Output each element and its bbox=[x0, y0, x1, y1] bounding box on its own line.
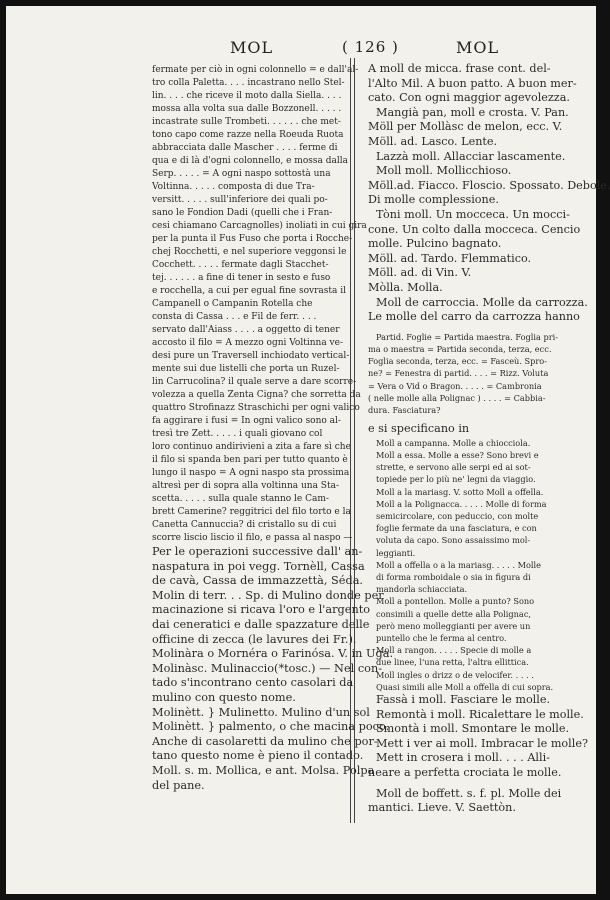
left-text-line: tresì tre Zett. . . . . i quali giovano col bbox=[152, 429, 323, 439]
right-text-line: però meno molleggianti per avere un bbox=[376, 620, 531, 631]
left-text-line: dai ceneratici e dalle spazzature delle bbox=[152, 617, 370, 631]
right-text-line: ne? = Fenestra di partid. . . . = Rizz. Voluta bbox=[368, 368, 549, 379]
right-text-line: consimili a quelle dette alla Polignac, bbox=[376, 608, 532, 619]
left-text-line: e rocchella, a cui per egual fine sovrasta il bbox=[152, 286, 346, 296]
left-text-line: il filo si spanda ben pari per tutto quanto è bbox=[152, 455, 348, 465]
left-text-line: sano le Fondion Dadi (quelli che i Fran- bbox=[152, 208, 333, 218]
left-text-line: tado s'incontrano cento casolari da bbox=[152, 676, 354, 690]
left-text-line: altresì per di sopra alla voltinna una Sta- bbox=[152, 481, 339, 491]
right-text-line: Quasi simili alle Moll a offella di cui sopra. bbox=[376, 681, 554, 692]
right-text-line: Foglia seconda, terza, ecc. = Fasceù. Spro- bbox=[368, 356, 547, 367]
right-text-line: Moll a la mariasg. V. sotto Moll a offella. bbox=[376, 486, 544, 497]
right-text-line: Fassà i moll. Fasciare le molle. bbox=[376, 692, 551, 706]
right-text-line: semicircolare, con peduccio, con molte bbox=[376, 510, 539, 521]
page-number: ( 126 ) bbox=[342, 38, 399, 56]
left-text-line: Molinàra o Mornéra o Farinósa. V. in Uga. bbox=[152, 647, 394, 661]
left-text-line: versitt. . . . . sull'inferiore dei quali po- bbox=[152, 195, 328, 205]
right-text-line: Moll moll. Mollicchioso. bbox=[376, 164, 512, 178]
left-text-line: tro colla Paletta. . . . incastrano nello Stel- bbox=[152, 78, 345, 88]
right-text-line: Moll a essa. Molle a esse? Sono brevi e bbox=[376, 449, 539, 460]
left-text-line: cesi chiamano Carcagnolles) inoliati in cui gira bbox=[152, 221, 367, 231]
right-text-line: Le molle del carro da carrozza hanno bbox=[368, 310, 580, 324]
right-text-line: foglie fermate da una fasciatura, e con bbox=[376, 523, 537, 534]
right-text-line: Mett i ver ai moll. Imbracar le molle? bbox=[376, 736, 588, 750]
left-text-line: Voltinna. . . . . composta di due Tra- bbox=[152, 182, 315, 192]
right-text-line: e si specificano in bbox=[368, 422, 470, 436]
left-text-line: tej. . . . . . a fine di tener in sesto e fuso bbox=[152, 273, 331, 283]
left-text-line: per la punta il Fus Fuso che porta i Rocche- bbox=[152, 234, 353, 244]
left-text-line: scetta. . . . . sulla quale stanno le Cam- bbox=[152, 494, 329, 504]
left-text-line: Campanell o Campanin Rotella che bbox=[152, 299, 313, 309]
left-text-line: desi pure un Traversell inchiodato vertical- bbox=[152, 351, 350, 361]
left-text-line: fermate per ciò in ogni colonnello = e dall'al- bbox=[152, 65, 359, 75]
right-text-line: Mangià pan, moll e crosta. V. Pan. bbox=[376, 105, 569, 119]
right-text-line: Lazzà moll. Allacciar lascamente. bbox=[376, 149, 566, 163]
left-text-line: officine di zecca (le lavures dei Fr.). bbox=[152, 632, 357, 646]
left-text-line: mulino con questo nome. bbox=[152, 690, 296, 704]
right-text-line: Smontà i moll. Smontare le molle. bbox=[376, 722, 570, 736]
right-text-line: Remontà i moll. Ricalettare le molle. bbox=[376, 707, 584, 721]
right-text-line: molle. Pulcino bagnato. bbox=[368, 237, 502, 251]
right-text-line: voluta da capo. Sono assaissimo mol- bbox=[376, 535, 531, 546]
right-text-line: Möll. ad. Tardo. Flemmatico. bbox=[368, 251, 532, 265]
right-text-line: Möll per Mollàsc de melon, ecc. V. bbox=[368, 120, 563, 134]
left-text-line: lin. . . . che riceve il moto dalla Siella. . . . bbox=[152, 91, 342, 101]
right-text-line: A moll de micca. frase cont. del- bbox=[368, 62, 551, 75]
right-text-line: Tòni moll. Un mocceca. Un mocci- bbox=[376, 207, 570, 221]
running-head-left: MOL bbox=[230, 38, 274, 57]
right-text-line: Moll a pontellon. Molle a punto? Sono bbox=[376, 596, 535, 607]
left-text-line: naspatura in poi vegg. Tornèll, Cassa bbox=[152, 559, 365, 573]
left-text-line: Canetta Cannuccia? di cristallo su di cui bbox=[152, 520, 337, 530]
right-text-line: Mett in crosera i moll. . . . Alli- bbox=[376, 751, 550, 765]
left-text-line: tono capo come razze nella Roeuda Ruota bbox=[152, 130, 344, 140]
right-text-line: neare a perfetta crociata le molle. bbox=[368, 765, 562, 779]
right-text-line: mandorla schiacciata. bbox=[376, 584, 468, 595]
left-text-line: Cocchett. . . . . fermate dagli Stacchet- bbox=[152, 260, 329, 270]
right-text-line: due linee, l'una retta, l'altra ellittica. bbox=[376, 657, 529, 668]
left-text-line: mente sui due listelli che porta un Ruzel- bbox=[152, 364, 340, 374]
right-text-line: Moll a rangon. . . . . Specie di molle a bbox=[376, 645, 532, 656]
left-text-line: de cavà, Cassa de immazzettà, Séda. bbox=[152, 574, 364, 588]
right-text-line: dura. Fasciatura? bbox=[368, 404, 441, 415]
right-text-line: cato. Con ogni maggior agevolezza. bbox=[368, 91, 570, 105]
left-text-line: scorre liscio liscio il filo, e passa al naspo — bbox=[152, 533, 353, 543]
left-text-line: Molinètt. } palmento, o che macina poco. bbox=[152, 720, 390, 734]
right-text-line: Moll de boffett. s. f. pl. Molle dei bbox=[376, 786, 562, 800]
left-column bbox=[152, 64, 394, 793]
left-text-line: servato dall'Aiass . . . . a oggetto di tener bbox=[152, 325, 340, 335]
right-text-line: = Vera o Vid o Bragon. . . . . = Cambronia bbox=[368, 380, 542, 391]
left-text-line: lungo il naspo = A ogni naspo sta prossima bbox=[152, 468, 350, 478]
right-text-line: cone. Un colto dalla mocceca. Cencio bbox=[368, 222, 581, 236]
left-text-line: chej Rocchetti, e nel superiore veggonsi le bbox=[152, 247, 347, 257]
left-text-line: incastrate sulle Trombeti. . . . . . che met- bbox=[152, 117, 341, 127]
left-text-line: fa aggirare i fusi = In ogni valico sono al- bbox=[152, 416, 341, 426]
right-text-line: mantici. Lieve. V. Saettòn. bbox=[368, 801, 516, 815]
right-text-line: ( nelle molle alla Polignac ) . . . . = Cabbia- bbox=[368, 392, 546, 403]
right-text-line: Partid. Foglie = Partida maestra. Foglia pri- bbox=[376, 331, 559, 342]
book-page bbox=[6, 6, 610, 894]
left-text-line: accosto il filo = A mezzo ogni Voltinna ve- bbox=[152, 338, 343, 348]
left-text-line: Moll. s. m. Mollica, e ant. Molsa. Polpa bbox=[152, 763, 375, 777]
left-text-line: macinazione si ricava l'oro e l'argento bbox=[152, 603, 371, 617]
left-text-line: lin Carrucolina? il quale serve a dare scorre- bbox=[152, 377, 357, 387]
left-text-line: volezza a quella Zenta Cigna? che sorretta da bbox=[152, 390, 361, 400]
right-text-line: Mòlla. Molla. bbox=[368, 280, 443, 294]
left-text-line: Per le operazioni successive dall' an- bbox=[152, 545, 363, 558]
left-text-line: del pane. bbox=[152, 778, 205, 792]
left-text-line: Anche di casolaretti da mulino che por- bbox=[152, 734, 378, 748]
left-text-line: Molin di terr. . . Sp. di Mulino donde per bbox=[152, 588, 384, 602]
running-head-right: MOL bbox=[456, 38, 500, 57]
right-text-line: Möll.ad. Fiacco. Floscio. Spossato. Debole. bbox=[368, 178, 610, 192]
right-text-line: ma o maestra = Partida seconda, terza, ecc. bbox=[368, 343, 552, 354]
right-text-line: Moll de carroccia. Molle da carrozza. bbox=[376, 295, 588, 309]
left-text-line: quattro Strofinazz Straschichi per ogni valico bbox=[152, 403, 360, 413]
right-text-line: Moll ingles o drizz o de velocifer. . . . . bbox=[376, 669, 534, 680]
left-text-line: loro continuo andirivieni a zita a fare sì che bbox=[152, 442, 351, 452]
right-text-line: Möll. ad. Lasco. Lente. bbox=[368, 134, 498, 148]
left-text-line: qua e di là d'ogni colonnello, e mossa dalla bbox=[152, 156, 348, 166]
right-text-line: topiede per lo più ne' legni da viaggio. bbox=[376, 474, 536, 485]
right-text-line: di forma romboidale o sia in figura di bbox=[376, 571, 531, 582]
right-text-line: Möll. ad. di Vin. V. bbox=[368, 266, 472, 280]
right-text-line: puntello che le ferma al centro. bbox=[376, 632, 507, 643]
left-text-line: brett Camerine? reggitrici del filo torto e la bbox=[152, 507, 351, 517]
left-text-line: consta di Cassa . . . e Fil de ferr. . . . bbox=[152, 312, 317, 322]
left-text-line: tano questo nome è pieno il contado. bbox=[152, 749, 364, 763]
left-text-line: Molinètt. } Mulinetto. Mulino d'un sol bbox=[152, 705, 370, 719]
right-text-line: leggianti. bbox=[376, 547, 416, 558]
left-text-line: Molinàsc. Mulinaccio(*tosc.) — Nel con- bbox=[152, 661, 383, 675]
right-text-line: Di molle complessione. bbox=[368, 193, 499, 207]
left-text-line: Serp. . . . . = A ogni naspo sottostà una bbox=[152, 169, 331, 179]
right-text-line: Moll a campanna. Molle a chiocciola. bbox=[376, 437, 531, 448]
right-column bbox=[368, 62, 610, 816]
left-text-line: abbracciata dalle Mascher . . . . ferme di bbox=[152, 143, 338, 153]
right-text-line: strette, e servono alle serpi ed ai sot- bbox=[376, 462, 531, 473]
right-text-line: Moll a la Polignacca. . . . . Molle di forma bbox=[376, 498, 547, 509]
right-text-line: l'Alto Mil. A buon patto. A buon mer- bbox=[368, 76, 577, 90]
right-text-line: Moll a offella o a la mariasg. . . . . Molle bbox=[376, 559, 541, 570]
left-text-line: mossa alla volta sua dalle Bozzonell. . . . . bbox=[152, 104, 342, 114]
